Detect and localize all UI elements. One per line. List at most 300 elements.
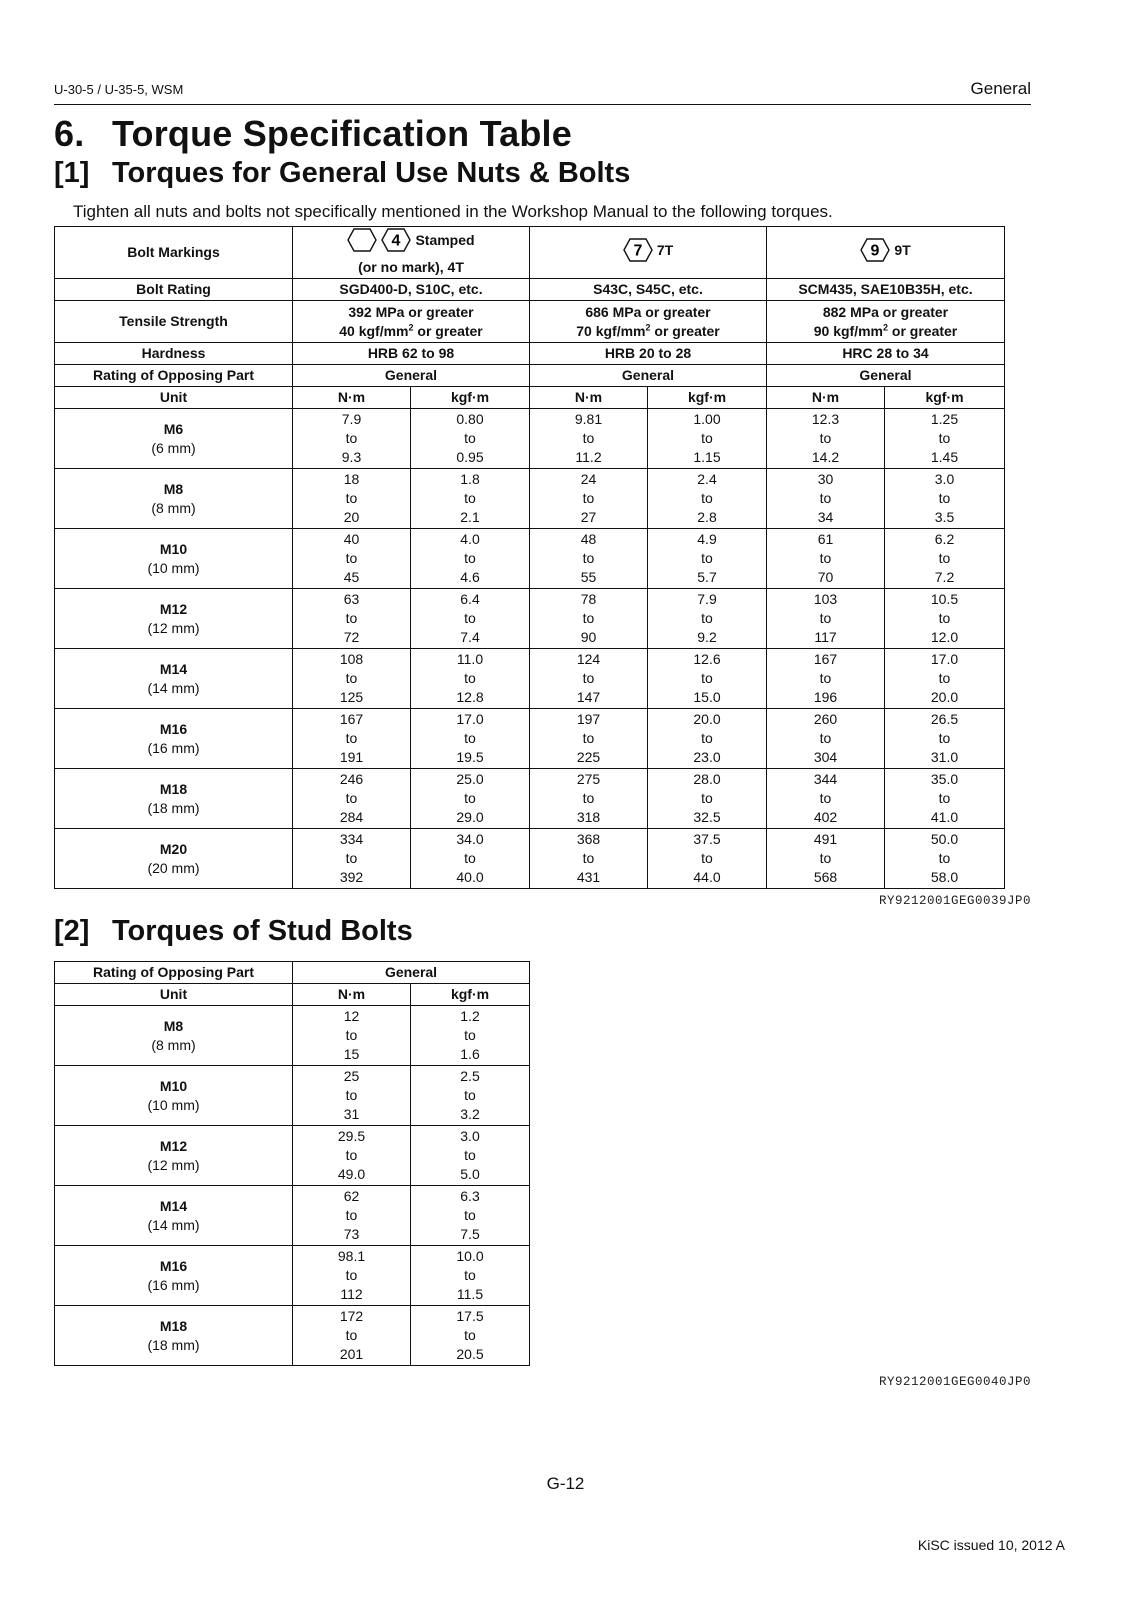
torque-max: 12.0 [930, 629, 959, 645]
torque-row [55, 1186, 530, 1246]
torque-min: 20.0 [693, 711, 721, 727]
range-word: to [464, 550, 476, 566]
bolt-size: M16 [159, 720, 188, 737]
torque-row [55, 709, 1005, 769]
range-word: to [701, 610, 713, 626]
torque-max: 1.45 [930, 449, 959, 465]
torque-range-cell [885, 769, 1005, 829]
torque-min: 103 [813, 591, 838, 607]
torque-min: 25.0 [456, 771, 484, 787]
torque-max: 9.2 [697, 629, 717, 645]
torque-row [55, 769, 1005, 829]
torque-max: 147 [576, 689, 601, 705]
stud-unit-label: Unit [55, 984, 293, 1006]
range-word: to [819, 670, 832, 686]
bolt-size: M16 [159, 1257, 188, 1274]
torque-row [55, 1246, 530, 1306]
range-word: to [345, 610, 358, 626]
range-word: to [938, 550, 951, 566]
range-word: to [701, 430, 713, 446]
torque-max: 318 [576, 809, 601, 825]
torque-min: 37.5 [693, 831, 721, 847]
torque-range-cell [767, 469, 885, 529]
range-word: to [345, 430, 358, 446]
bolt-size: M10 [159, 540, 188, 557]
range-word: to [819, 430, 832, 446]
title-text: Torque Specification Table [112, 113, 572, 154]
torque-range-cell [885, 529, 1005, 589]
hexagon-9-icon [860, 238, 890, 262]
stud-opposing-label: Rating of Opposing Part [55, 962, 293, 984]
torque-max: 284 [339, 809, 364, 825]
range-word: to [464, 1267, 476, 1283]
tensile-4t-kgf: 40 kgf/$mm^2$ or greater [339, 321, 483, 339]
torque-range-cell [530, 649, 648, 709]
bolt-diameter: (14 mm) [147, 1216, 200, 1233]
torque-range-cell [293, 469, 411, 529]
torque-max: 196 [813, 689, 838, 705]
range-word: to [345, 730, 358, 746]
torque-max: 73 [343, 1226, 360, 1242]
unit-row [55, 387, 1005, 409]
range-word: to [582, 670, 595, 686]
torque-range-cell [411, 1126, 530, 1186]
bolt-rating-7t: S43C, S45C, etc. [530, 279, 767, 301]
torque-min: 12 [343, 1008, 360, 1024]
torque-min: 25 [343, 1068, 360, 1084]
torque-max: 11.2 [575, 449, 602, 465]
range-word: to [464, 1027, 476, 1043]
torque-range-cell [293, 409, 411, 469]
torque-range-cell [648, 709, 767, 769]
bolt-size: M18 [159, 780, 188, 797]
opposing-4t: General [293, 365, 530, 387]
opposing-part-row [55, 365, 1005, 387]
torque-min: 197 [576, 711, 601, 727]
range-word: to [464, 430, 476, 446]
torque-max: 7.4 [460, 629, 480, 645]
bolt-markings-label: Bolt Markings [55, 227, 293, 279]
torque-range-cell [293, 529, 411, 589]
bolt-diameter: (20 mm) [147, 859, 200, 876]
torque-range-cell [767, 769, 885, 829]
header-section: General [970, 79, 1031, 98]
torque-max: 9.3 [341, 449, 362, 465]
torque-max: 49.0 [337, 1166, 366, 1182]
torque-max: 58.0 [930, 869, 959, 885]
mark-cell-4t [293, 227, 530, 279]
torque-range-cell [648, 829, 767, 889]
torque-min: 4.0 [460, 531, 480, 547]
torque-max: 14.2 [811, 449, 840, 465]
range-word: to [345, 1147, 358, 1163]
torque-row [55, 1126, 530, 1186]
torque-max: 7.2 [934, 569, 955, 585]
range-word: to [701, 730, 713, 746]
tensile-4t [293, 301, 530, 343]
torque-row [55, 409, 1005, 469]
torque-range-cell [885, 409, 1005, 469]
range-word: to [345, 1027, 358, 1043]
bolt-rating-row [55, 279, 1005, 301]
torque-max: 3.5 [934, 509, 955, 525]
bolt-rating-9t: SCM435, SAE10B35H, etc. [767, 279, 1005, 301]
torque-max: 40.0 [456, 869, 484, 885]
bolt-diameter: (12 mm) [147, 619, 200, 636]
tensile-9t-mpa: 882 MPa or greater [822, 303, 949, 320]
section2-heading [54, 915, 413, 948]
torque-min: 10.5 [930, 591, 959, 607]
torque-min: 1.8 [460, 471, 480, 487]
torque-min: 167 [339, 711, 364, 727]
range-word: to [819, 790, 832, 806]
bolt-size-cell [55, 829, 293, 889]
torque-max: 0.95 [456, 449, 484, 465]
torque-max: 70 [817, 569, 834, 585]
section1-heading [54, 157, 630, 190]
section2-number: [2] [54, 915, 90, 947]
bolt-size-cell [55, 1006, 293, 1066]
range-word: to [701, 490, 713, 506]
torque-range-cell [411, 589, 530, 649]
hardness-label: Hardness [55, 343, 293, 365]
torque-min: 6.4 [460, 591, 480, 607]
torque-range-cell [530, 829, 648, 889]
range-word: to [582, 610, 595, 626]
svg-text:7: 7 [633, 242, 643, 260]
torque-range-cell [767, 709, 885, 769]
range-word: to [464, 1147, 476, 1163]
unit-cell: N·m [767, 387, 885, 409]
torque-min: 4.9 [697, 531, 717, 547]
torque-range-cell [648, 769, 767, 829]
bolt-size-cell [55, 1066, 293, 1126]
range-word: to [819, 850, 832, 866]
range-word: to [582, 550, 595, 566]
torque-row [55, 529, 1005, 589]
page-number: G-12 [546, 1474, 585, 1493]
torque-max: 44.0 [693, 869, 721, 885]
torque-min: 491 [813, 831, 838, 847]
section2-heading-text: Torques of Stud Bolts [112, 915, 413, 947]
torque-max: 1.6 [460, 1046, 480, 1062]
bolt-size-cell [55, 589, 293, 649]
torque-max: 20.5 [456, 1346, 484, 1362]
range-word: to [938, 490, 951, 506]
range-word: to [938, 610, 951, 626]
unit-cell: kgf·m [411, 387, 530, 409]
torque-range-cell [293, 709, 411, 769]
torque-min: 246 [339, 771, 364, 787]
torque-range-cell [648, 589, 767, 649]
bolt-size: M10 [159, 1077, 188, 1094]
torque-range-cell [411, 829, 530, 889]
bolt-rating-4t: SGD400-D, S10C, etc. [293, 279, 530, 301]
torque-min: 0.80 [456, 411, 484, 427]
torque-max: 225 [576, 749, 601, 765]
torque-range-cell [530, 709, 648, 769]
bolt-size: M8 [163, 1017, 184, 1034]
torque-range-cell [648, 529, 767, 589]
bolt-size: M14 [159, 1197, 188, 1214]
tensile-9t [767, 301, 1005, 343]
section1-number: [1] [54, 157, 90, 189]
torque-range-cell [767, 589, 885, 649]
range-word: to [938, 790, 951, 806]
torque-range-cell [885, 589, 1005, 649]
torque-range-cell [293, 589, 411, 649]
header-model: U-30-5 / U-35-5, WSM [54, 82, 184, 97]
torque-min: 50.0 [930, 831, 959, 847]
range-word: to [701, 850, 713, 866]
torque-min: 63 [343, 591, 360, 607]
torque-max: 5.0 [460, 1166, 480, 1182]
range-word: to [345, 550, 358, 566]
torque-min: 18 [343, 471, 360, 487]
torque-range-cell [530, 409, 648, 469]
bolt-diameter: (18 mm) [147, 799, 200, 816]
torque-range-cell [885, 829, 1005, 889]
tensile-7t-mpa: 686 MPa or greater [585, 303, 711, 320]
torque-range-cell [293, 1006, 411, 1066]
range-word: to [582, 490, 595, 506]
range-word: to [464, 490, 476, 506]
torque-max: 201 [339, 1346, 364, 1362]
bolt-diameter: (16 mm) [147, 739, 200, 756]
unit-cell: N·m [293, 984, 411, 1006]
hardness-7t: HRB 20 to 28 [530, 343, 767, 365]
torque-min: 368 [576, 831, 601, 847]
svg-text:4: 4 [391, 232, 401, 250]
torque-max: 90 [580, 629, 597, 645]
bolt-rating-label: Bolt Rating [55, 279, 293, 301]
range-word: to [464, 850, 476, 866]
torque-min: 26.5 [930, 711, 959, 727]
torque-min: 167 [813, 651, 838, 667]
torque-row [55, 829, 1005, 889]
torque-range-cell [767, 649, 885, 709]
mark-text-stamped: Stamped [415, 232, 475, 248]
bolt-size-cell [55, 469, 293, 529]
torque-range-cell [648, 409, 767, 469]
torque-max: 32.5 [693, 809, 721, 825]
tensile-strength-row [55, 301, 1005, 343]
torque-min: 6.2 [934, 531, 955, 547]
torque-range-cell [411, 649, 530, 709]
torque-max: 7.5 [460, 1226, 480, 1242]
unit-cell: kgf·m [648, 387, 767, 409]
torque-max: 431 [576, 869, 601, 885]
tensile-7t [530, 301, 767, 343]
torque-min: 12.3 [811, 411, 840, 427]
torque-min: 30 [817, 471, 834, 487]
torque-max: 34 [817, 509, 834, 525]
bolt-size-cell [55, 1126, 293, 1186]
bolt-diameter: (14 mm) [147, 679, 200, 696]
range-word: to [345, 1087, 358, 1103]
torque-range-cell [885, 709, 1005, 769]
torque-range-cell [293, 769, 411, 829]
range-word: to [464, 1327, 476, 1343]
unit-cell: kgf·m [411, 984, 530, 1006]
torque-range-cell [411, 1186, 530, 1246]
torque-range-cell [411, 1306, 530, 1366]
bolt-size-cell [55, 1246, 293, 1306]
tensile-4t-mpa: 392 MPa or greater [348, 303, 474, 320]
torque-min: 24 [580, 471, 597, 487]
opposing-part-label: Rating of Opposing Part [55, 365, 293, 387]
range-word: to [819, 610, 832, 626]
torque-min: 7.9 [341, 411, 362, 427]
range-word: to [345, 850, 358, 866]
range-word: to [464, 790, 476, 806]
bolt-size-cell [55, 1306, 293, 1366]
svg-text:9: 9 [870, 242, 880, 260]
range-word: to [464, 670, 476, 686]
torque-max: 1.15 [693, 449, 721, 465]
mark-cell-9t [767, 227, 1005, 279]
range-word: to [464, 610, 476, 626]
hexagon-7-icon [623, 238, 653, 262]
torque-min: 1.25 [930, 411, 959, 427]
range-word: to [345, 1267, 358, 1283]
range-word: to [582, 730, 595, 746]
tensile-strength-label: Tensile Strength [55, 301, 293, 343]
torque-min: 124 [576, 651, 601, 667]
torque-max: 15.0 [693, 689, 721, 705]
torque-min: 172 [339, 1308, 364, 1324]
bolt-size-cell [55, 709, 293, 769]
opposing-7t: General [530, 365, 767, 387]
bolt-markings-row [55, 227, 1005, 279]
range-word: to [582, 850, 595, 866]
range-word: to [345, 490, 358, 506]
torque-min: 334 [339, 831, 364, 847]
hardness-4t: HRB 62 to 98 [293, 343, 530, 365]
torque-range-cell [767, 829, 885, 889]
range-word: to [345, 790, 358, 806]
tensile-7t-kgf: 70 kgf/$mm^2$ or greater [576, 321, 720, 339]
torque-range-cell [411, 409, 530, 469]
torque-range-cell [767, 409, 885, 469]
plain-hexagon-icon [347, 228, 377, 252]
torque-min: 34.0 [456, 831, 484, 847]
section1-intro: Tighten all nuts and bolts not specifically mentioned in the Workshop Manual to the following torques. [73, 202, 833, 221]
torque-range-cell [293, 829, 411, 889]
torque-max: 23.0 [693, 749, 721, 765]
range-word: to [701, 550, 713, 566]
bolt-size: M6 [163, 420, 184, 437]
torque-range-cell [411, 1246, 530, 1306]
torque-range-cell [411, 529, 530, 589]
torque-min: 344 [813, 771, 838, 787]
torque-min: 48 [580, 531, 597, 547]
tensile-9t-kgf: 90 kgf/$mm^2$ or greater [813, 321, 958, 339]
torque-max: 11.5 [456, 1286, 484, 1302]
hardness-9t: HRC 28 to 34 [767, 343, 1005, 365]
stud-opposing-value: General [293, 962, 530, 984]
range-word: to [582, 790, 595, 806]
mark-text-7t: 7T [656, 241, 674, 258]
torque-max: 27 [580, 509, 597, 525]
torque-max: 4.6 [460, 569, 480, 585]
torque-max: 72 [343, 629, 360, 645]
issue-note: KiSC issued 10, 2012 A [917, 1537, 1065, 1553]
torque-max: 2.1 [460, 509, 480, 525]
torque-min: 108 [339, 651, 364, 667]
torque-range-cell [530, 529, 648, 589]
torque-min: 275 [576, 771, 601, 787]
torque-range-cell [411, 709, 530, 769]
torque-row [55, 649, 1005, 709]
torque-range-cell [767, 529, 885, 589]
torque-max: 568 [813, 869, 838, 885]
torque-min: 2.5 [460, 1068, 480, 1084]
bolt-diameter: (12 mm) [147, 1156, 200, 1173]
torque-row [55, 1066, 530, 1126]
torque-max: 31 [343, 1106, 360, 1122]
title-number: 6. [54, 113, 85, 154]
torque-range-cell [648, 649, 767, 709]
torque-min: 29.5 [337, 1128, 366, 1144]
torque-max: 12.8 [456, 689, 484, 705]
torque-range-cell [411, 1066, 530, 1126]
torque-max: 304 [813, 749, 838, 765]
mark-cell-7t [530, 227, 767, 279]
torque-range-cell [293, 649, 411, 709]
bolt-diameter: (8 mm) [151, 1036, 196, 1053]
hardness-row [55, 343, 1005, 365]
unit-cell: N·m [293, 387, 411, 409]
torque-min: 40 [343, 531, 360, 547]
torque-row [55, 469, 1005, 529]
range-word: to [464, 1087, 476, 1103]
torque-min: 260 [813, 711, 838, 727]
torque-min: 98.1 [337, 1248, 366, 1264]
torque-row [55, 589, 1005, 649]
reference-code-2: RY9212001GEG0040JP0 [878, 1375, 1031, 1389]
torque-range-cell [530, 769, 648, 829]
general-torque-table [54, 226, 1005, 889]
bolt-diameter: (6 mm) [151, 439, 196, 456]
torque-min: 62 [343, 1188, 360, 1204]
bolt-diameter: (16 mm) [147, 1276, 200, 1293]
bolt-size-cell [55, 1186, 293, 1246]
torque-range-cell [293, 1126, 411, 1186]
torque-max: 20.0 [930, 689, 959, 705]
range-word: to [819, 550, 832, 566]
torque-min: 1.00 [693, 411, 721, 427]
torque-min: 17.0 [930, 651, 959, 667]
range-word: to [938, 430, 951, 446]
mark-text-4t: (or no mark), 4T [358, 259, 464, 275]
bolt-diameter: (8 mm) [151, 499, 196, 516]
torque-max: 45 [343, 569, 360, 585]
header-divider [54, 104, 1031, 105]
torque-range-cell [411, 469, 530, 529]
torque-min: 3.0 [934, 471, 955, 487]
torque-range-cell [293, 1066, 411, 1126]
bolt-size: M12 [159, 600, 188, 617]
torque-range-cell [530, 589, 648, 649]
bolt-size: M8 [163, 480, 184, 497]
range-word: to [345, 1207, 358, 1223]
torque-range-cell [885, 649, 1005, 709]
bolt-size-cell [55, 769, 293, 829]
torque-max: 112 [340, 1286, 363, 1302]
torque-max: 2.8 [697, 509, 717, 525]
bolt-size: M20 [159, 840, 188, 857]
